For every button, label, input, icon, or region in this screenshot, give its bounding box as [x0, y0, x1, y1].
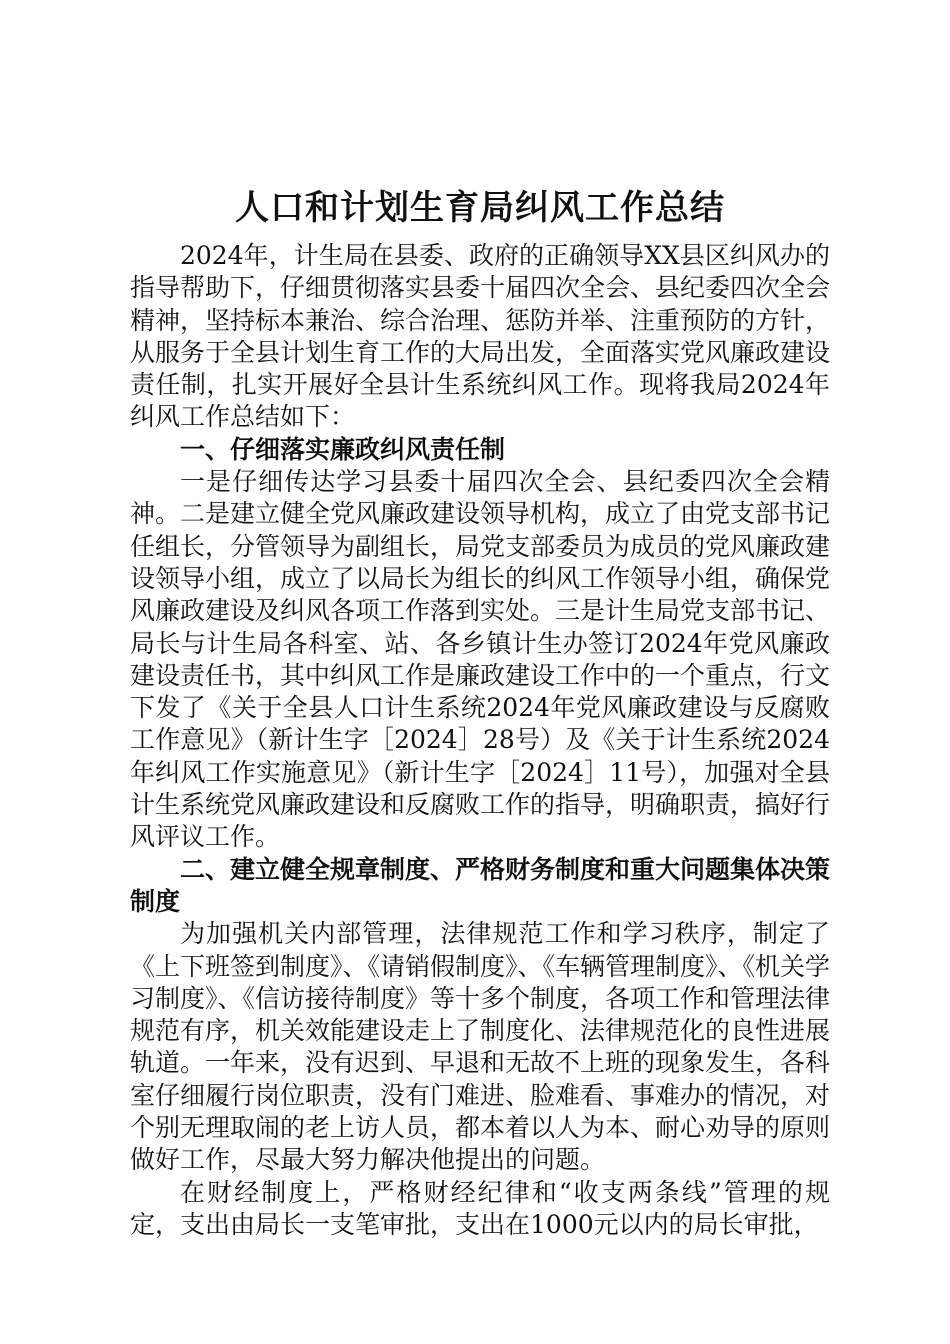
- section-1-paragraph: 一是仔细传达学习县委十届四次全会、县纪委四次全会精神。二是建立健全党风廉政建设领导机构，成立了由党支部书记任组长，分管领导为副组长，局党支部委员为成员的党风廉政建设领导小组，成立了以局长为组长的纠风工作领导小组，确保党风廉政建设及纠风各项工作落到实处。三是计生局党支部书记、局长与计生局各科室、站、各乡镇计生办签订2024年党风廉政建设责任书，其中纠风工作是廉政建设工作中的一个重点，行文下发了《关于全县人口计生系统2024年党风廉政建设与反腐败工作意见》（新计生字［2024］28号）及《关于计生系统2024年纠风工作实施意见》（新计生字［2024］11号），加强对全县计生系统党风廉政建设和反腐败工作的指导，明确职责，搞好行风评议工作。: [130, 467, 831, 852]
- intro-paragraph: 2024年，计生局在县委、政府的正确领导XX县区纠风办的指导帮助下，仔细贯彻落实县委十届四次全会、县纪委四次全会精神，坚持标本兼治、综合治理、惩防并举、注重预防的方针，从服务于全县计划生育工作的大局出发，全面落实党风廉政建设责任制，扎实开展好全县计生系统纠风工作。现将我局2024年纠风工作总结如下：: [130, 241, 831, 432]
- section-heading-1: 一、仔细落实廉政纠风责任制: [180, 434, 506, 464]
- section-heading-2: 二、建立健全规章制度、严格财务制度和重大问题集体决策制度: [130, 854, 831, 916]
- section-2-paragraph-2: 在财经制度上，严格财经纪律和“收支两条线”管理的规定，支出由局长一支笔审批，支出在1000元以内的局长审批，: [130, 1177, 830, 1239]
- document-title: 人口和计划生育局纠风工作总结: [235, 188, 725, 228]
- document-page: [130, 182, 830, 1241]
- section-2-paragraph-1: 为加强机关内部管理，法律规范工作和学习秩序，制定了《上下班签到制度》、《请销假制度》、《车辆管理制度》、《机关学习制度》、《信访接待制度》等十多个制度，各项工作和管理法律规范有序，机关效能建设走上了制度化、法律规范化的良性进展轨道。一年来，没有迟到、早退和无故不上班的现象发生，各科室仔细履行岗位职责，没有门难进、脸难看、事难办的情况，对个别无理取闹的老上访人员，都本着以人为本、耐心劝导的原则做好工作，尽最大努力解决他提出的问题。: [130, 919, 831, 1175]
